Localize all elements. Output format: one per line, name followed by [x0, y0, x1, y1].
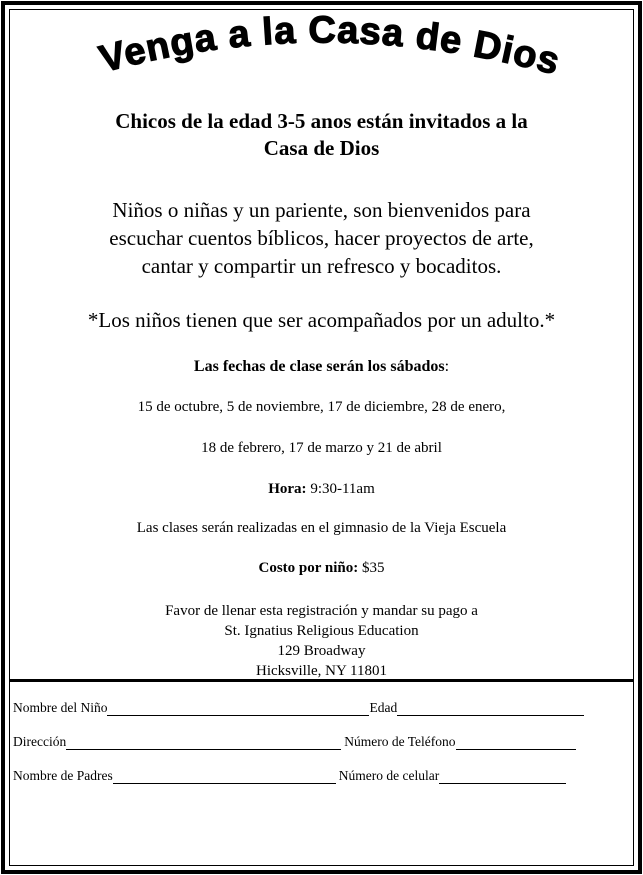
time-value: 9:30-11am: [306, 481, 375, 497]
dates-heading: [10, 358, 633, 376]
intro-line: cantar y compartir un refresco y bocaditos.: [141, 254, 502, 278]
phone-field[interactable]: [456, 737, 576, 750]
adult-note: *Los niños tienen que ser acompañados por un adulto.*: [87, 308, 556, 332]
intro-line: escuchar cuentos bíblicos, hacer proyectos de arte,: [109, 226, 534, 250]
intro-paragraph: [10, 196, 633, 280]
address-label: Dirección: [13, 734, 67, 749]
address-field[interactable]: [66, 737, 341, 750]
dates-line: 18 de febrero, 17 de marzo y 21 de abril: [201, 440, 442, 456]
age-field[interactable]: [397, 703, 584, 716]
phone-label: Número de Teléfono: [344, 734, 456, 749]
svg-text:Venga a la Casa de Dios: [95, 9, 564, 83]
mail-line: 129 Broadway: [277, 643, 366, 659]
cell-label: Número de celular: [338, 768, 440, 783]
child-name-label: Nombre del Niño: [13, 700, 108, 715]
mailing-info: [10, 601, 633, 681]
heading-line: Casa de Dios: [263, 136, 380, 160]
arched-title: [0, 0, 643, 110]
mail-line: Hicksville, NY 11801: [256, 663, 387, 679]
heading-line: Chicos de la edad 3-5 anos están invitados a la: [115, 109, 528, 133]
parents-label: Nombre de Padres: [13, 768, 113, 783]
dates-colon: :: [444, 358, 450, 375]
mail-line: St. Ignatius Religious Education: [224, 623, 419, 639]
form-row-parents: [13, 768, 566, 784]
intro-line: Niños o niñas y un pariente, son bienvenidos para: [112, 198, 531, 222]
mail-line: Favor de llenar esta registración y mandar su pago a: [165, 603, 478, 619]
form-row-child: [13, 700, 584, 716]
divider: [10, 679, 633, 682]
cost-label: Costo por niño:: [258, 560, 359, 576]
form-row-address: [13, 734, 576, 750]
parents-field[interactable]: [113, 771, 336, 784]
child-name-field[interactable]: [107, 703, 369, 716]
time-label: Hora:: [268, 481, 307, 497]
location: Las clases serán realizadas en el gimnasio de la Vieja Escuela: [136, 520, 507, 536]
cost: [10, 560, 633, 577]
age-label: Edad: [369, 700, 398, 715]
dates-line: 15 de octubre, 5 de noviembre, 17 de diciembre, 28 de enero,: [137, 399, 506, 415]
cost-value: $35: [358, 560, 385, 576]
cell-field[interactable]: [439, 771, 566, 784]
heading: [10, 108, 633, 162]
dates-label: Las fechas de clase serán los sábados: [193, 358, 445, 375]
title-text: Venga a la Casa de Dios: [95, 9, 565, 84]
time: [10, 481, 633, 498]
